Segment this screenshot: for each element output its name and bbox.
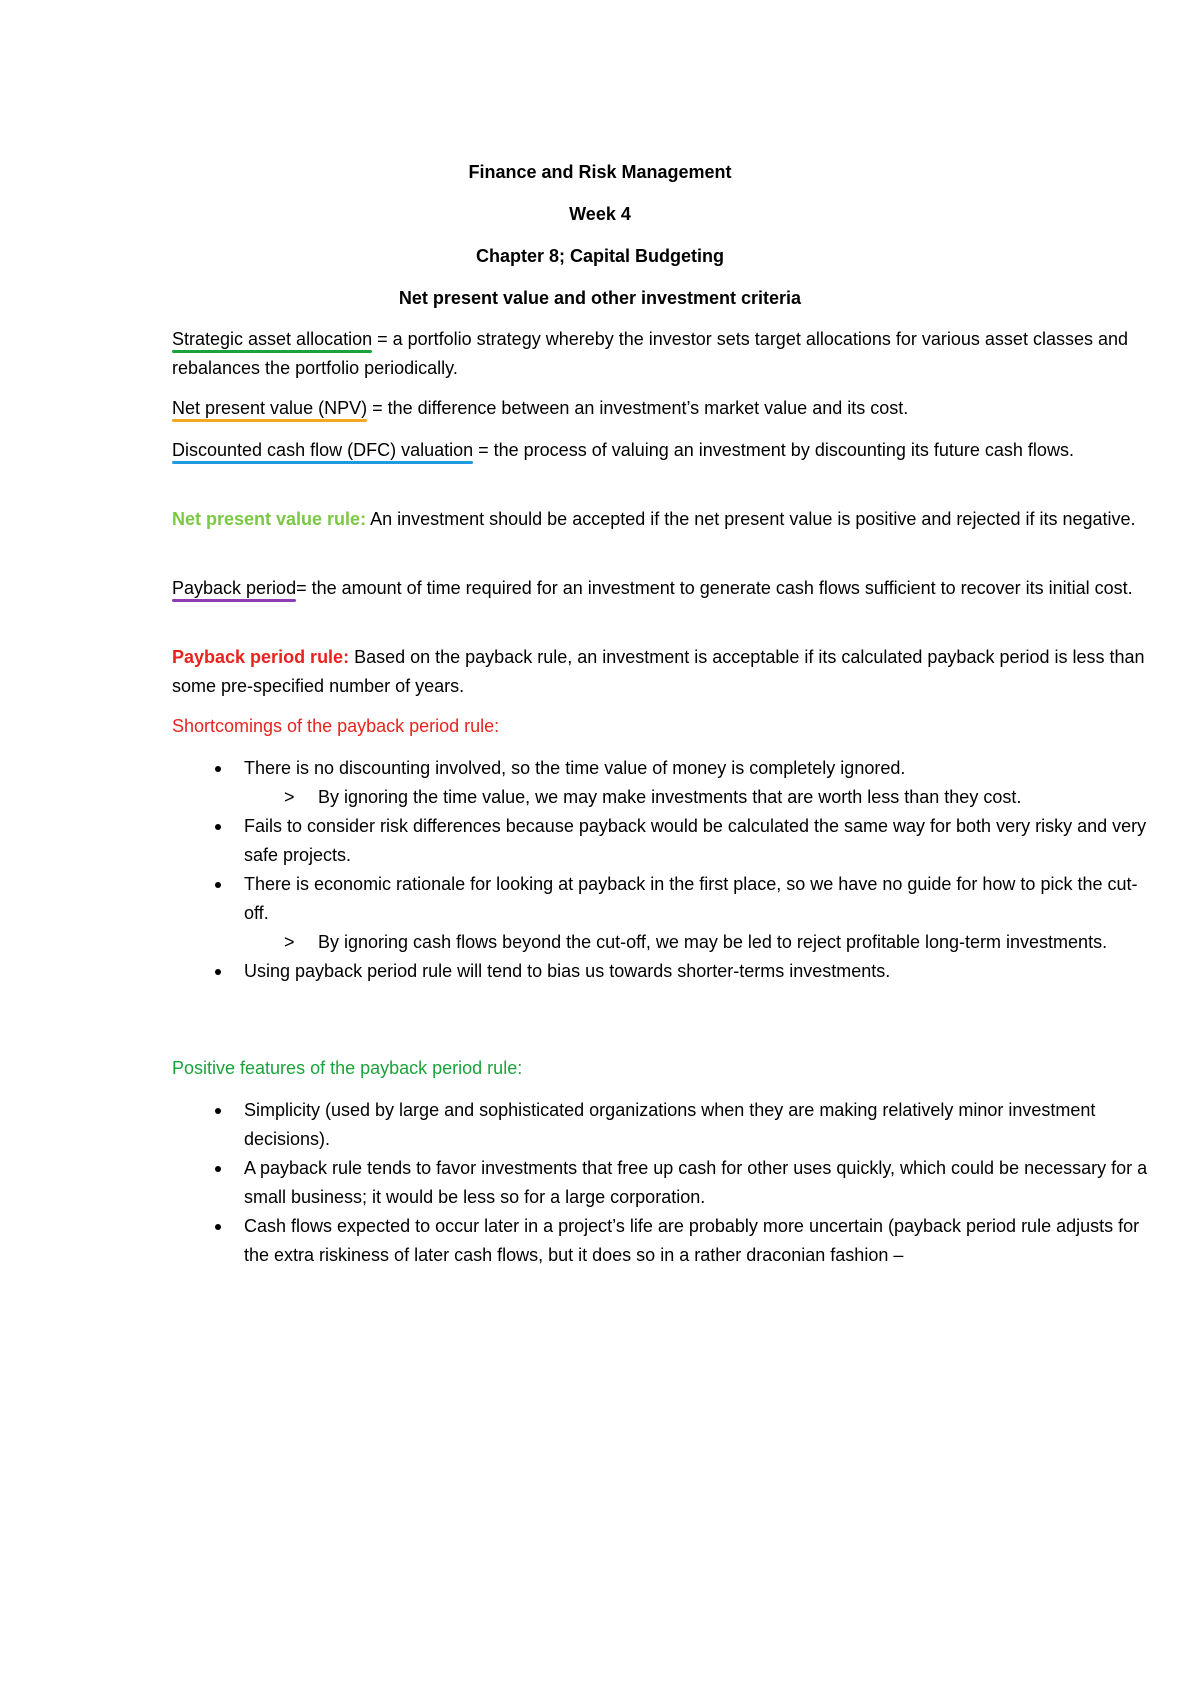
definition-term: Discounted cash flow (DFC) valuation — [172, 436, 473, 465]
bullet-icon — [215, 766, 221, 772]
list-item: Cash flows expected to occur later in a project’s life are probably more uncertain (payback period rule adjusts for the extra riskiness of later cash flows, but it does so in a rather draconian fashion – — [172, 1212, 1148, 1270]
definition-text: = the difference between an investment’s market value and its cost. — [367, 398, 909, 418]
definition-term: Payback period — [172, 574, 296, 603]
bullet-icon — [215, 882, 221, 888]
payback-rule-text: Based on the payback rule, an investment is acceptable if its calculated payback period is less than some pre-specified number of years. — [172, 647, 1145, 696]
npv-rule — [172, 505, 1148, 534]
definition-dcf-valuation — [172, 436, 1148, 465]
definition-net-present-value — [172, 394, 1148, 423]
list-item: Fails to consider risk differences because payback would be calculated the same way for both very risky and very safe projects. — [172, 812, 1148, 870]
shortcomings-heading: Shortcomings of the payback period rule: — [172, 716, 500, 736]
positives-list — [172, 1096, 1148, 1270]
list-item: There is no discounting involved, so the time value of money is completely ignored. — [172, 754, 1148, 783]
definition-strategic-asset-allocation — [172, 325, 1148, 383]
list-item: Simplicity (used by large and sophisticated organizations when they are making relatively minor investment decisions). — [172, 1096, 1148, 1154]
bullet-icon — [215, 969, 221, 975]
definition-text: = a portfolio strategy whereby the investor sets target allocations for various asset classes and rebalances the portfolio periodically. — [172, 329, 1128, 378]
section-subtitle: Net present value and other investment criteria — [398, 288, 802, 308]
definition-text: = the amount of time required for an investment to generate cash flows sufficient to recover its initial cost. — [296, 578, 1133, 598]
definition-term: Strategic asset allocation — [172, 325, 372, 354]
bullet-icon — [215, 824, 221, 830]
arrow-marker-icon: > — [284, 787, 295, 807]
shortcomings-list — [172, 754, 1148, 986]
sub-list-item: > By ignoring the time value, we may make investments that are worth less than they cost. — [172, 783, 1148, 812]
list-item: Using payback period rule will tend to bias us towards shorter-terms investments. — [172, 957, 1148, 986]
highlight-underline — [172, 350, 372, 353]
bullet-icon — [215, 1108, 221, 1114]
payback-rule — [172, 643, 1148, 701]
definition-term: Net present value (NPV) — [172, 394, 367, 423]
bullet-icon — [215, 1166, 221, 1172]
npv-rule-label: Net present value rule: — [172, 509, 367, 529]
definition-text: = the process of valuing an investment by discounting its future cash flows. — [473, 440, 1074, 460]
highlight-underline — [172, 461, 473, 464]
highlight-underline — [172, 599, 296, 602]
positives-heading: Positive features of the payback period rule: — [172, 1058, 523, 1078]
list-item: A payback rule tends to favor investments that free up cash for other uses quickly, which could be necessary for a small business; it would be less so for a large corporation. — [172, 1154, 1148, 1212]
document-title: Finance and Risk Management — [468, 162, 732, 182]
sub-list-item: > By ignoring cash flows beyond the cut-off, we may be led to reject profitable long-term investments. — [172, 928, 1148, 957]
bullet-icon — [215, 1224, 221, 1230]
week-label: Week 4 — [569, 204, 631, 224]
npv-rule-text: An investment should be accepted if the net present value is positive and rejected if its negative. — [366, 509, 1136, 529]
payback-rule-label: Payback period rule: — [172, 647, 350, 667]
definition-payback-period — [172, 574, 1148, 603]
list-item: There is economic rationale for looking at payback in the first place, so we have no guide for how to pick the cut-off. — [172, 870, 1148, 928]
chapter-heading: Chapter 8; Capital Budgeting — [475, 246, 724, 266]
highlight-underline — [172, 419, 367, 422]
arrow-marker-icon: > — [284, 932, 295, 952]
